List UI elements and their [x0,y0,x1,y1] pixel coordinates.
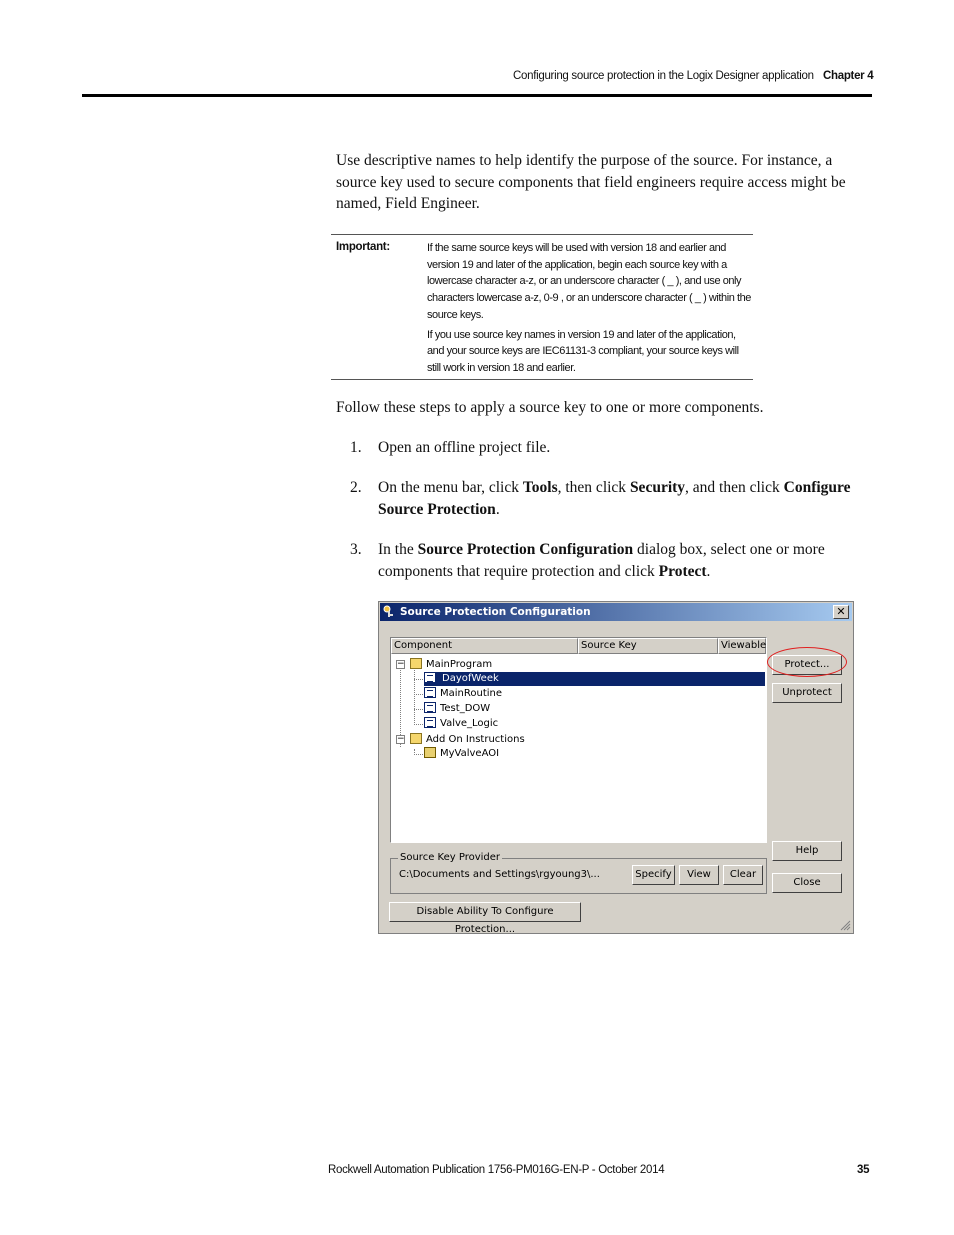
steps-intro: Follow these steps to apply a source key to one or more components. [336,399,764,416]
clear-button[interactable]: Clear [723,865,763,885]
disable-configure-protection-button[interactable]: Disable Ability To Configure Protection... [389,902,581,922]
step-number: 2. [350,479,362,496]
tree-node-valve-logic[interactable]: Valve_Logic [424,717,498,731]
protect-button[interactable]: Protect... [772,655,842,675]
tree-node-myvalveaoi[interactable]: MyValveAOI [424,747,499,761]
tree-node-dayofweek[interactable]: DayofWeek [424,672,765,686]
folder-icon [410,733,422,744]
source-key-provider-group [390,852,767,894]
tree-line [414,754,423,755]
important-note [331,234,753,380]
step-number: 3. [350,541,362,558]
specify-button[interactable]: Specify [632,865,675,885]
provider-path: C:\Documents and Settings\rgyoung3\... [399,869,600,880]
collapse-icon[interactable]: − [397,659,405,669]
footer-publication: Rockwell Automation Publication 1756-PM016G-EN-P - October 2014 [328,1164,665,1176]
important-label: Important: [336,241,390,253]
tree-line [414,679,423,680]
program-folder-icon [410,658,422,669]
add-on-instruction-icon [424,747,436,758]
resize-grip-icon[interactable] [840,920,851,931]
protect-highlight-circle [767,647,847,677]
tree-node-test-dow[interactable]: Test_DOW [424,702,490,716]
close-button[interactable]: Close [772,873,842,893]
column-viewable[interactable]: Viewable [718,638,766,654]
important-paragraph-2: If you use source key names in version 19 and later of the application, and your source keys are IEC61131-3 compliant, your source keys will still work in version 18 and earlier. [427,328,739,374]
routine-icon [424,687,436,698]
column-component[interactable]: Component [391,638,578,654]
tree-line [414,749,415,753]
page-number: 35 [857,1164,870,1176]
tree-node-add-on-instructions[interactable]: Add On Instructions [410,733,525,747]
security-key-icon [383,605,396,618]
component-tree[interactable] [390,637,767,843]
collapse-icon[interactable]: − [397,734,405,744]
unprotect-button[interactable]: Unprotect [772,683,842,703]
header-rule [82,94,872,97]
step-number: 1. [350,439,362,456]
column-source-key[interactable]: Source Key [578,638,718,654]
step-text: On the menu bar, click Tools, then click Security, and then click Configure Source Protection. [378,479,851,518]
routine-icon [424,702,436,713]
routine-icon [424,717,436,728]
tree-line [414,724,423,725]
step-text: Open an offline project file. [378,439,551,456]
important-body [427,240,751,380]
tree-line [414,709,423,710]
running-header: Configuring source protection in the Logix Designer application [513,70,814,82]
tree-line [414,694,423,695]
intro-paragraph: Use descriptive names to help identify the purpose of the source. For instance, a source key used to secure components that field engineers require access might be named, Field Engineer. [336,152,846,212]
dialog-title-bar [380,603,852,621]
view-button[interactable]: View [679,865,719,885]
important-paragraph-1: If the same source keys will be used with version 18 and earlier and version 19 and later of the application, begin each source key with a lowercase character a-z, or an underscore character ( _ ), and use only characters lowercase a-z, 0-9 , or an underscore character ( _ ) within the source keys. [427,242,751,321]
chapter-label: Chapter 4 [823,70,874,82]
dialog-title: Source Protection Configuration [400,606,591,618]
routine-icon [424,672,436,683]
tree-node-mainprogram[interactable]: MainProgram [410,658,492,672]
step-text: In the Source Protection Configuration dialog box, select one or more components that require protection and click Protect. [378,541,825,580]
provider-label: Source Key Provider [400,852,501,863]
tree-node-mainroutine[interactable]: MainRoutine [424,687,502,701]
tree-line [414,665,415,725]
help-button[interactable]: Help [772,841,842,861]
source-protection-dialog [378,601,854,934]
close-icon[interactable]: ✕ [833,605,849,619]
